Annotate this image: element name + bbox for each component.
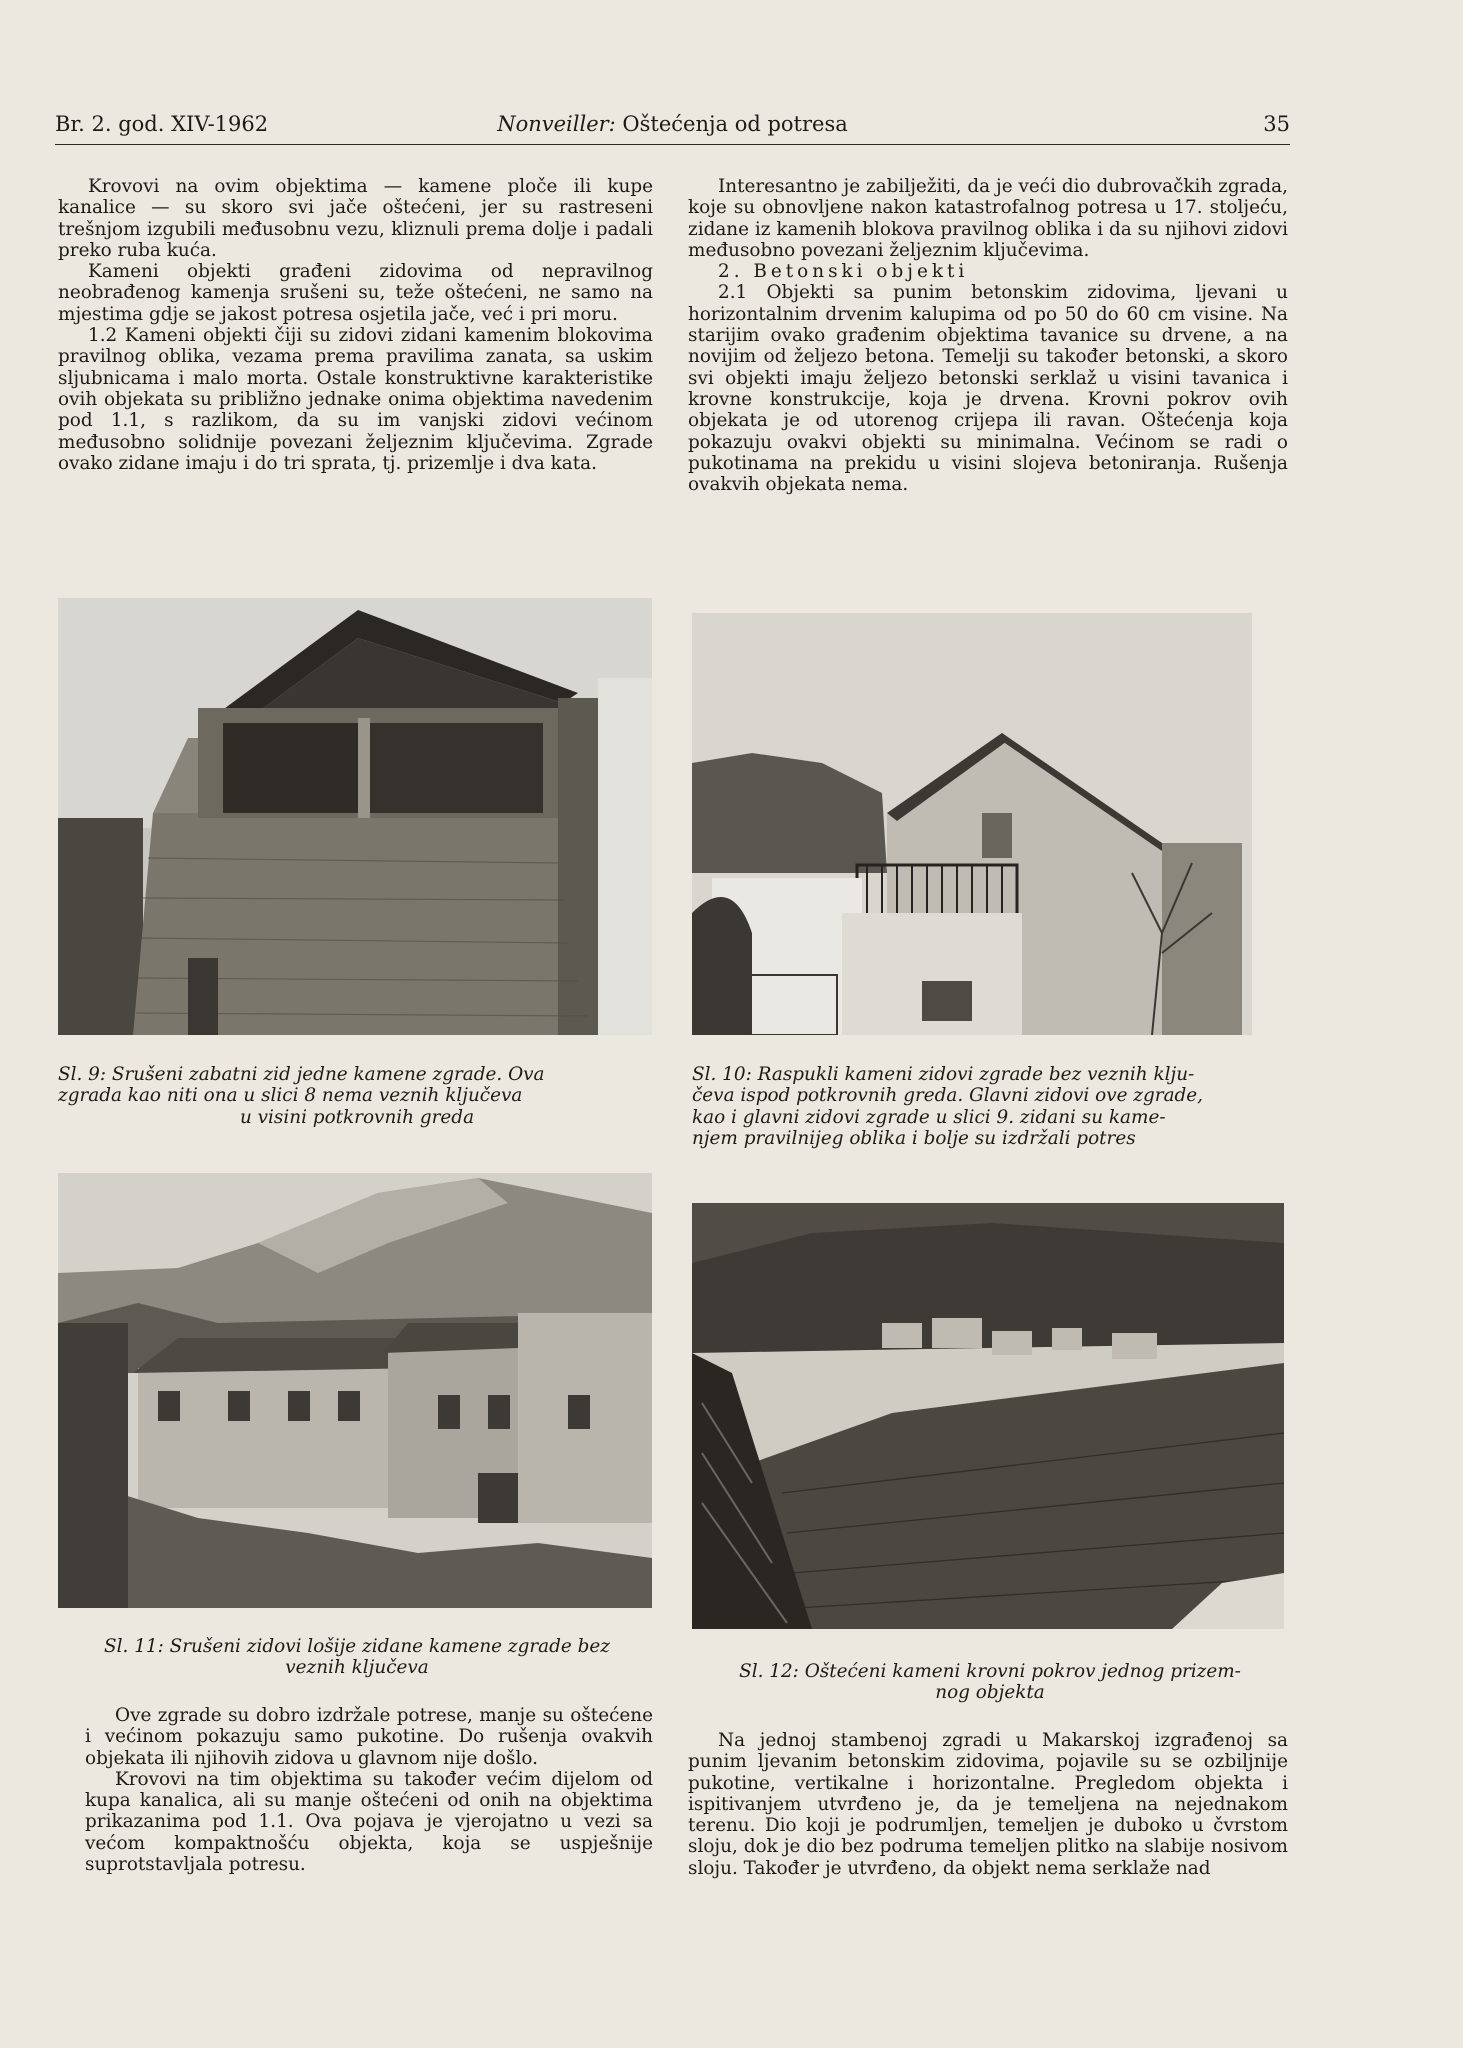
caption-line: zgrada kao niti ona u slici 8 nema veznih ključeva: [58, 1085, 523, 1107]
photo-sl11: [58, 1173, 652, 1608]
right-column-top: [688, 176, 1288, 495]
photo-sl10: [692, 613, 1252, 1035]
left-column-bottom: [85, 1705, 653, 1875]
author-name: Nonveiller:: [497, 112, 616, 136]
left-column-top: [58, 176, 653, 474]
paragraph: Kameni objekti građeni zidovima od nepravilnog neobrađenog kamenja srušeni su, teže oštećeni, ne samo na mjestima gdje se jakost potresa osjetila jače, već i pri moru.: [58, 261, 653, 325]
caption-line: nog objekta: [935, 1682, 1045, 1704]
running-title: [55, 112, 1290, 136]
caption-line: Sl. 12: Oštećeni kameni krovni pokrov jednog prizem-: [739, 1661, 1241, 1682]
caption-line: u visini potkrovnih greda: [239, 1106, 475, 1128]
section-heading: 2. Betonski objekti: [718, 261, 969, 283]
caption-line: njem pravilnijeg oblika i bolje su izdržali potres: [692, 1127, 1136, 1149]
right-column-bottom: [688, 1730, 1288, 1879]
caption-line: Sl. 9: Srušeni zabatni zid jedne kamene zgrade. Ova: [58, 1064, 545, 1085]
journal-issue: Br. 2. god. XIV-1962: [55, 112, 269, 136]
paragraph: Interesantno je zabilježiti, da je veći dio dubrovačkih zgrada, koje su obnovljene nakon katastrofalnog potresa u 17. stoljeću, zidane iz kamenih blokova pravilnog oblika i da su njihovi zidovi međusobno povezani željeznim ključevima.: [688, 176, 1288, 261]
caption-sl12: [692, 1661, 1288, 1704]
photo-sl9: [58, 598, 652, 1035]
caption-sl9: [58, 1064, 656, 1128]
paragraph: Krovovi na tim objektima su također većim dijelom od kupa kanalica, ali su manje oštećeni od onih na objektima prikazanima pod 1.1. Ova pojava je vjerojatno u vezi sa većom kompaktnošću objekta, koja se uspješnije suprotstavljala potresu.: [85, 1768, 653, 1876]
caption-sl10: [692, 1064, 1288, 1149]
caption-line: Sl. 11: Srušeni zidovi lošije zidane kamene zgrade bez: [104, 1636, 610, 1657]
caption-line: veznih ključeva: [285, 1657, 429, 1679]
photo-sl12: [692, 1203, 1284, 1629]
article-title: Oštećenja od potresa: [615, 112, 848, 136]
paragraph: Krovovi na ovim objektima — kamene ploče ili kupe kanalice — su skoro svi jače oštećeni, jer su rastreseni trešnjom izgubili međusobnu vezu, kliznuli prema dolje i padali preko ruba kuća.: [58, 176, 653, 261]
paragraph: Na jednoj stambenoj zgradi u Makarskoj izgrađenoj sa punim ljevanim betonskim zidovima, pojavile su se ozbiljnije pukotine, vertikalne i horizontalne. Pregledom objekta i ispitivanjem utvrđeno je, da je temeljena na nejednakom terenu. Dio koji je podrumljen, temeljen je duboko u čvrstom sloju, dok je dio bez podruma temeljen plitko na slabije nosivom sloju. Također je utvrđeno, da objekt nema serklaže nad: [688, 1730, 1288, 1879]
caption-line: kao i glavni zidovi zgrade u slici 9. zidani su kame-: [692, 1106, 1166, 1128]
paragraph: 1.2 Kameni objekti čiji su zidovi zidani kamenim blokovima pravilnog oblika, vezama prema pravilima zanata, sa uskim sljubnicama i malo morta. Ostale konstruktivne karakteristike ovih objekata su približno jednake onima objektima navedenim pod 1.1, s razlikom, da su im vanjski zidovi većinom međusobno solidnije povezani željeznim ključevima. Zgrade ovako zidane imaju i do tri sprata, tj. prizemlje i dva kata.: [58, 325, 653, 474]
paragraph: Ove zgrade su dobro izdržale potrese, manje su oštećene i većinom pokazuju samo pukotine. Do rušenja ovakvih objekata ili njihovih zidova u glavnom nije došlo.: [85, 1705, 653, 1769]
paragraph: 2.1 Objekti sa punim betonskim zidovima, ljevani u horizontalnim drvenim kalupima od po 50 do 60 cm visine. Na starijim ovako građenim objektima tavanice su drvene, a na novijim od željezo betona. Temelji su također betonski, a skoro svi objekti imaju željezo betonski serklaž u visini tavanica i krovne konstrukcije, koja je drvena. Krovni pokrov ovih objekata je od utorenog crijepa ili ravan. Oštećenja koja pokazuju ovakvi objekti su minimalna. Većinom se radi o pukotinama na prekidu u visini slojeva betoniranja. Rušenja ovakvih objekata nema.: [688, 282, 1288, 496]
page-number: 35: [1263, 112, 1290, 136]
running-header: [55, 108, 1290, 145]
caption-sl11: [58, 1636, 656, 1679]
caption-line: Sl. 10: Raspukli kameni zidovi zgrade bez veznih klju-: [692, 1064, 1195, 1085]
caption-line: čeva ispod potkrovnih greda. Glavni zidovi ove zgrade,: [692, 1085, 1204, 1107]
